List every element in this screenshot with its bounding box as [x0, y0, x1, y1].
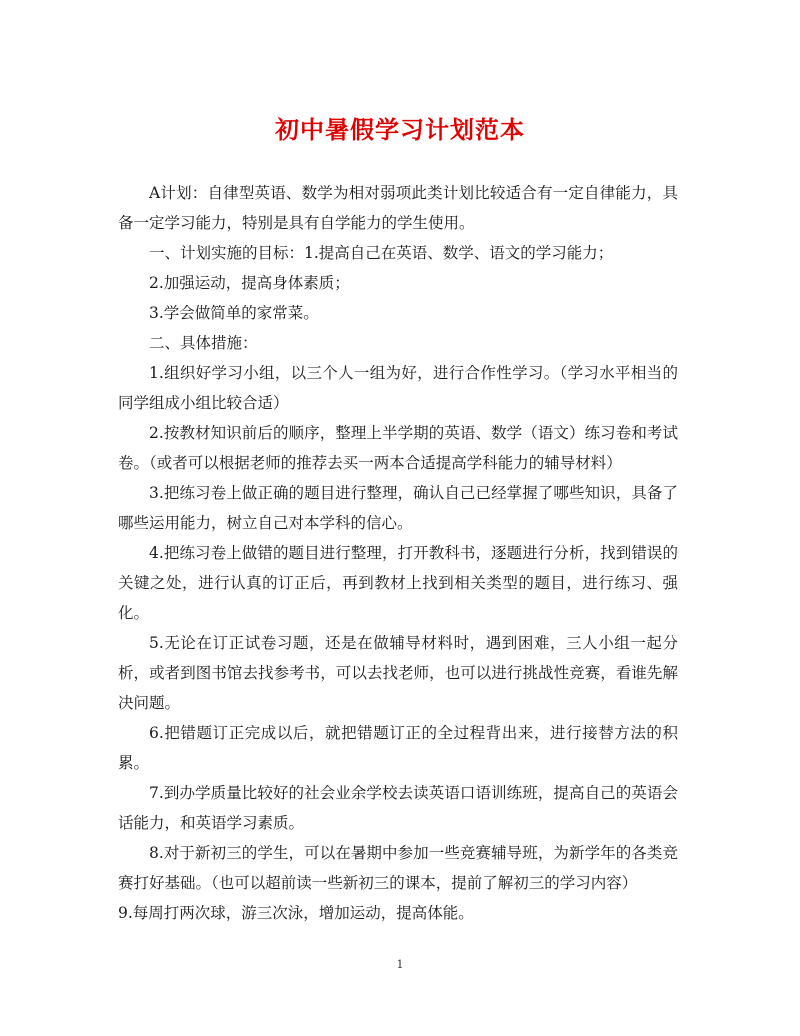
paragraph-measure-7: 7.到办学质量比较好的社会业余学校去读英语口语训练班，提高自己的英语会话能力，和英语学习素质。 — [118, 784, 678, 832]
paragraph-goal-2: 2.加强运动，提高身体素质； — [149, 274, 350, 292]
paragraph-measure-6: 6.把错题订正完成以后，就把错题订正的全过程背出来，进行接替方法的积累。 — [118, 724, 678, 772]
paragraph-measure-8: 8.对于新初三的学生，可以在暑期中参加一些竞赛辅导班，为新学年的各类竞赛打好基础。（也可以超前读一些新初三的课本，提前了解初三的学习内容） — [118, 844, 678, 892]
page-number: 1 — [396, 958, 404, 971]
paragraph-measure-5: 5.无论在订正试卷习题，还是在做辅导材料时，遇到困难，三人小组一起分析，或者到图书馆去找参考书，可以去找老师，也可以进行挑战性竞赛，看谁先解决问题。 — [118, 634, 678, 712]
paragraph-measure-3: 3.把练习卷上做正确的题目进行整理，确认自己已经掌握了哪些知识，具备了哪些运用能力，树立自己对本学科的信心。 — [118, 484, 678, 532]
paragraph-goal-3: 3.学会做简单的家常菜。 — [149, 304, 319, 322]
paragraph-measure-4: 4.把练习卷上做错的题目进行整理，打开教科书，逐题进行分析，找到错误的关键之处，进行认真的订正后，再到教材上找到相关类型的题目，进行练习、强化。 — [118, 544, 678, 622]
paragraph-plan-intro: A计划：自律型英语、数学为相对弱项此类计划比较适合有一定自律能力，具备一定学习能力，特别是具有自学能力的学生使用。 — [118, 184, 678, 232]
paragraph-measure-9: 9.每周打两次球，游三次泳，增加运动，提高体能。 — [118, 904, 474, 922]
document-body — [118, 178, 678, 928]
paragraph-measure-1: 1.组织好学习小组，以三个人一组为好，进行合作性学习。（学习水平相当的同学组成小组比较合适） — [118, 364, 678, 412]
paragraph-measures-heading: 二、具体措施： — [149, 334, 258, 352]
document-title: 初中暑假学习计划范本 — [275, 115, 525, 144]
paragraph-goals-heading: 一、计划实施的目标：1.提高自己在英语、数学、语文的学习能力； — [149, 244, 614, 262]
paragraph-measure-2: 2.按教材知识前后的顺序，整理上半学期的英语、数学（语文）练习卷和考试卷。（或者可以根据老师的推荐去买一两本合适提高学科能力的辅导材料） — [118, 424, 678, 472]
